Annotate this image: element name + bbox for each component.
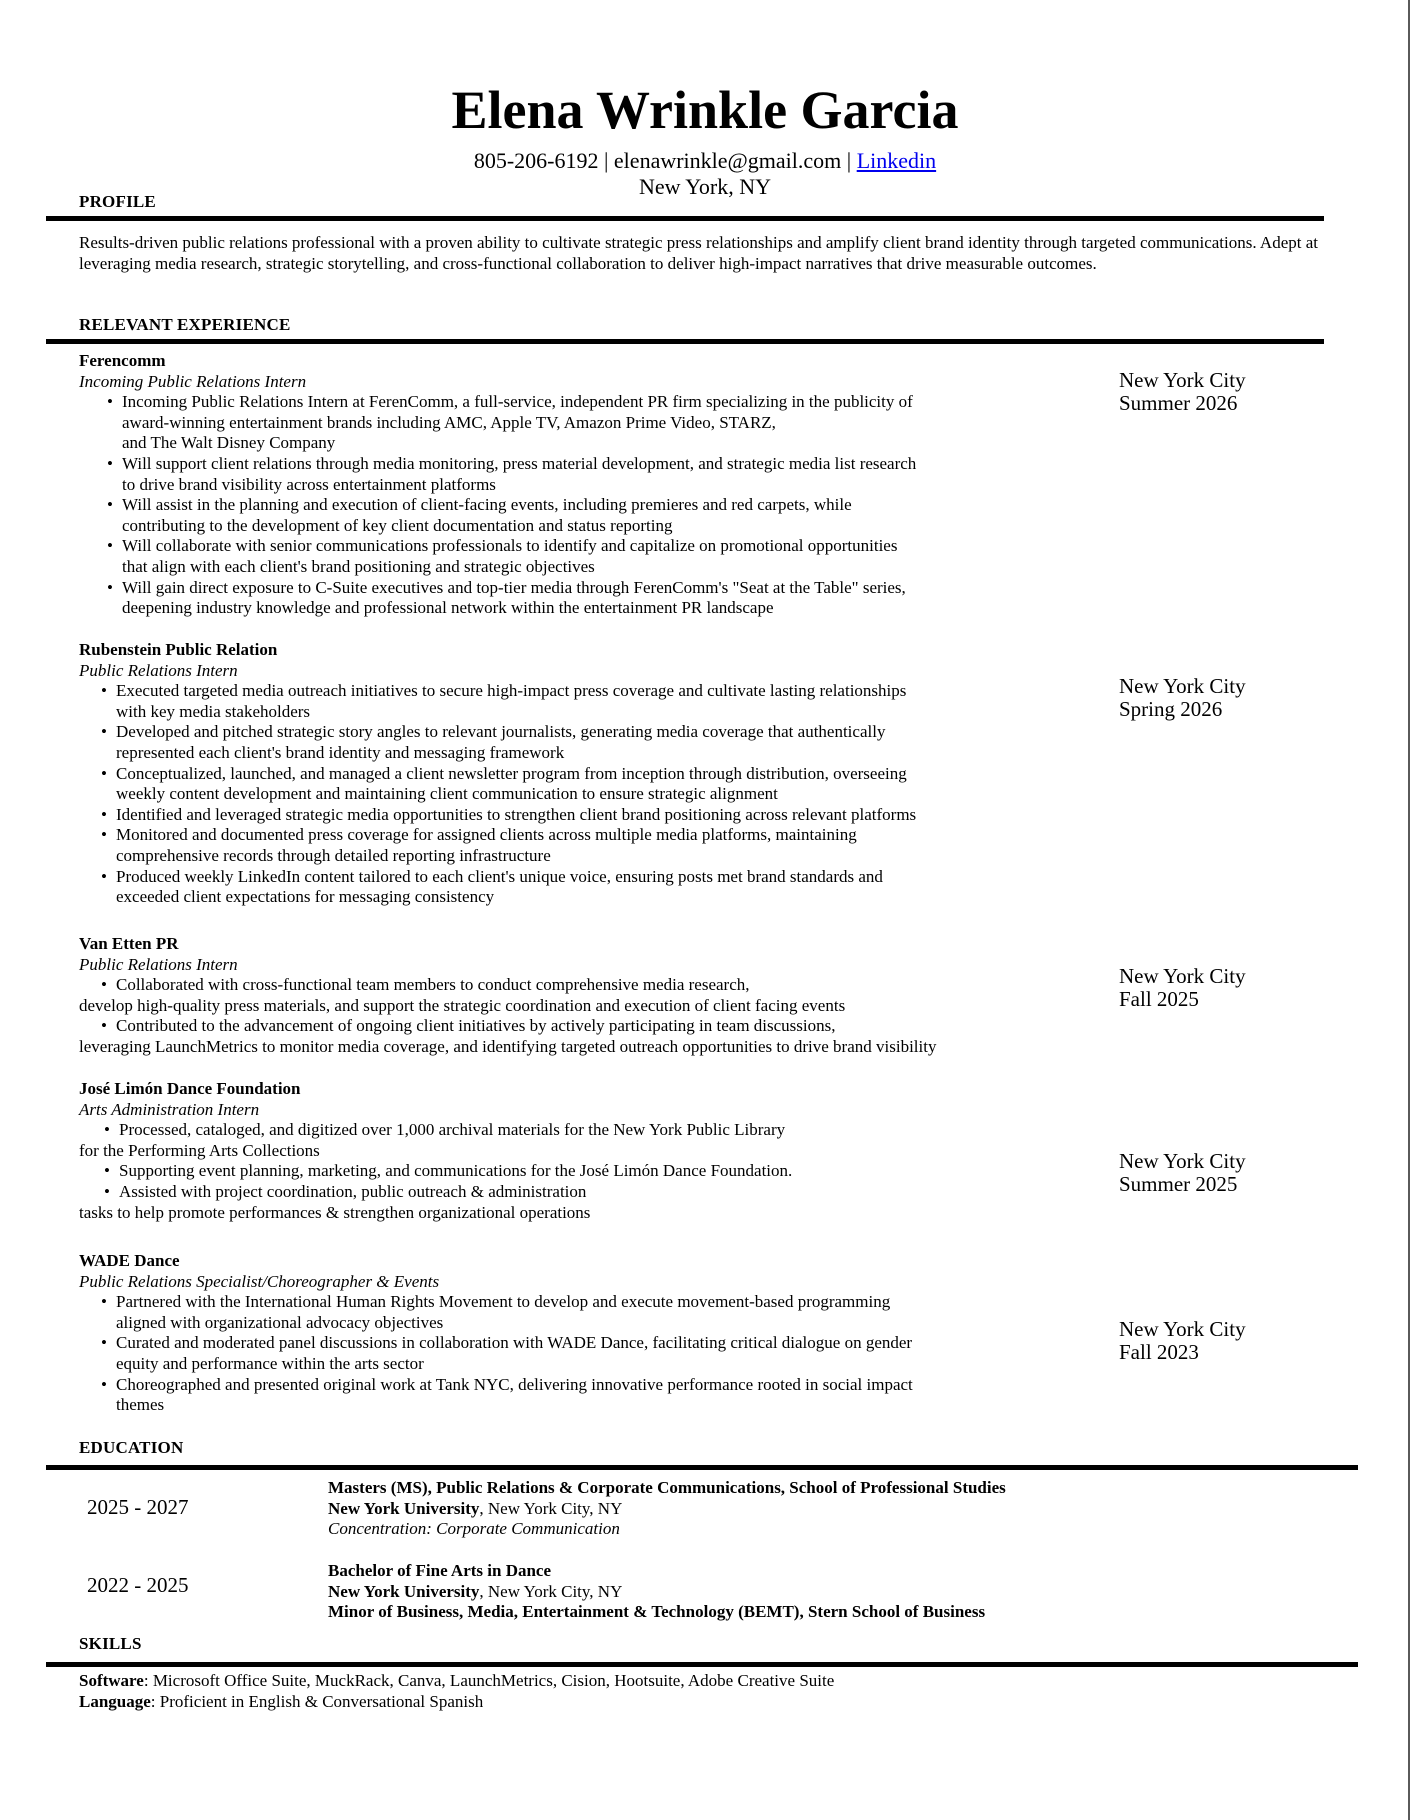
section-title-profile: PROFILE bbox=[79, 192, 156, 211]
skills-software-value: : Microsoft Office Suite, MuckRack, Canva, LaunchMetrics, Cision, Hootsuite, Adobe Creative Suite bbox=[143, 1671, 835, 1690]
company-name: Rubenstein Public Relation bbox=[79, 640, 278, 659]
resume-header bbox=[0, 78, 1410, 200]
section-divider bbox=[46, 1662, 1358, 1667]
list-item bbox=[119, 1161, 1079, 1182]
school-location: , New York City, NY bbox=[479, 1498, 623, 1518]
job-when bbox=[1119, 1150, 1246, 1196]
company-name: Ferencomm bbox=[79, 351, 166, 370]
school-line bbox=[328, 1582, 985, 1603]
bullet-first-line: Collaborated with cross-functional team members to conduct comprehensive media research, bbox=[116, 975, 750, 995]
job-location: New York City bbox=[1119, 368, 1246, 392]
bullet-first-line: Contributed to the advancement of ongoing client initiatives by actively participating in team discussions, bbox=[116, 1016, 836, 1036]
skills-language bbox=[79, 1692, 1329, 1713]
job-role: Public Relations Intern bbox=[79, 954, 238, 974]
job-role: Incoming Public Relations Intern bbox=[79, 371, 307, 391]
education-entry bbox=[328, 1478, 1006, 1540]
bullet-continuation: for the Performing Arts Collections bbox=[79, 1140, 320, 1160]
list-item: • Executed targeted media outreach initiatives to secure high-impact press coverage and cultivate lasting relationships with key media stakeholders bbox=[116, 681, 1079, 722]
job-date: Summer 2026 bbox=[1119, 391, 1238, 415]
job-date: Fall 2025 bbox=[1119, 987, 1199, 1011]
company-name: WADE Dance bbox=[79, 1251, 180, 1270]
company-name: Van Etten PR bbox=[79, 934, 179, 953]
job-when bbox=[1119, 965, 1246, 1011]
skills-software-label: Software bbox=[79, 1671, 144, 1690]
list-item: • Will assist in the planning and execution of client-facing events, including premieres and red carpets, while contributing to the development of key client documentation and status reporting bbox=[122, 495, 1079, 536]
company-name: José Limón Dance Foundation bbox=[79, 1079, 301, 1098]
job-location: New York City bbox=[1119, 964, 1246, 988]
job-location: New York City bbox=[1119, 1317, 1246, 1341]
section-divider bbox=[46, 339, 1324, 344]
section-title-skills: SKILLS bbox=[79, 1634, 142, 1653]
list-item: • Partnered with the International Human Rights Movement to develop and execute movement-based programming aligned with organizational advocacy objectives bbox=[116, 1292, 1079, 1333]
bullet-continuation: develop high-quality press materials, and support the strategic coordination and execution of client facing events bbox=[79, 995, 846, 1015]
contact-line bbox=[0, 148, 1410, 174]
location: New York, NY bbox=[638, 174, 771, 199]
job-location: New York City bbox=[1119, 1149, 1246, 1173]
list-item: • Will gain direct exposure to C-Suite executives and top-tier media through FerenComm's "Seat at the Table" series, deepening industry knowledge and professional network within the entertainment PR landscape bbox=[122, 578, 1079, 619]
list-item bbox=[79, 1120, 1079, 1161]
concentration: Concentration: Corporate Communication bbox=[328, 1519, 620, 1539]
linkedin-link[interactable]: Linkedin bbox=[856, 148, 937, 173]
school-name: New York University bbox=[328, 1581, 480, 1601]
separator: | bbox=[846, 148, 852, 173]
email-address: elenawrinkle@gmail.com bbox=[613, 148, 842, 173]
list-item: • Monitored and documented press coverage for assigned clients across multiple media platforms, maintaining comprehensive records through detailed reporting infrastructure bbox=[116, 825, 1079, 866]
education-years: 2022 - 2025 bbox=[87, 1573, 189, 1597]
school-location: , New York City, NY bbox=[479, 1581, 623, 1601]
list-item bbox=[79, 1181, 1079, 1223]
job-location: New York City bbox=[1119, 674, 1246, 698]
bullet-first-line: Assisted with project coordination, public outreach & administration bbox=[119, 1181, 587, 1201]
list-item bbox=[79, 975, 1179, 1016]
job-role: Public Relations Intern bbox=[79, 660, 238, 680]
degree-title: Masters (MS), Public Relations & Corporate Communications, School of Professional Studies bbox=[328, 1478, 1006, 1497]
job-role: Arts Administration Intern bbox=[79, 1099, 260, 1119]
list-item: • Identified and leveraged strategic media opportunities to strengthen client brand positioning across relevant platforms bbox=[116, 805, 1079, 826]
profile-text: Results-driven public relations professional with a proven ability to cultivate strategic press relationships and amplify client brand identity through targeted communications. Adept at leveraging media research, strategic storytelling, and cross-functional collaboration to deliver high-impact narratives that drive measurable outcomes. bbox=[79, 233, 1318, 273]
job-date: Summer 2025 bbox=[1119, 1172, 1238, 1196]
list-item: • Incoming Public Relations Intern at FerenComm, a full-service, independent PR firm specializing in the publicity of award-winning entertainment brands including AMC, Apple TV, Amazon Prime Video, STARZ, and The Walt Disney Company bbox=[122, 392, 1079, 454]
bullet-continuation: leveraging LaunchMetrics to monitor media coverage, and identifying targeted outreach opportunities to drive brand visibility bbox=[79, 1036, 937, 1056]
job-date: Spring 2026 bbox=[1119, 697, 1223, 721]
education-entry bbox=[328, 1561, 985, 1623]
candidate-name: Elena Wrinkle Garcia bbox=[451, 80, 959, 140]
school-name: New York University bbox=[328, 1498, 480, 1518]
skills-language-value: : Proficient in English & Conversational Spanish bbox=[150, 1691, 484, 1711]
list-item: • Conceptualized, launched, and managed a client newsletter program from inception through distribution, overseeing weekly content development and maintaining client communication to ensure strategic alignment bbox=[116, 764, 1079, 805]
skills-language-label: Language bbox=[79, 1691, 151, 1711]
list-item: • Curated and moderated panel discussions in collaboration with WADE Dance, facilitating critical dialogue on gender equity and performance within the arts sector bbox=[116, 1333, 1079, 1374]
section-divider bbox=[46, 216, 1324, 221]
skills-list bbox=[79, 1671, 1329, 1712]
school-line bbox=[328, 1499, 1006, 1520]
job-when bbox=[1119, 369, 1246, 415]
list-item: • Developed and pitched strategic story angles to relevant journalists, generating media coverage that authentically represented each client's brand identity and messaging framework bbox=[116, 722, 1079, 763]
job-when bbox=[1119, 675, 1246, 721]
phone-number: 805-206-6192 bbox=[473, 148, 599, 173]
list-item: • Produced weekly LinkedIn content tailored to each client's unique voice, ensuring posts met brand standards and exceeded client expectations for messaging consistency bbox=[116, 867, 1079, 908]
separator: | bbox=[604, 148, 609, 173]
section-divider bbox=[46, 1465, 1358, 1470]
list-item: • Will collaborate with senior communications professionals to identify and capitalize on promotional opportunities that align with each client's brand positioning and strategic objectives bbox=[122, 536, 1079, 577]
section-title-experience: RELEVANT EXPERIENCE bbox=[79, 315, 291, 334]
education-years: 2025 - 2027 bbox=[87, 1495, 189, 1519]
degree-title: Bachelor of Fine Arts in Dance bbox=[328, 1561, 552, 1580]
bullet-continuation: tasks to help promote performances & strengthen organizational operations bbox=[79, 1202, 591, 1222]
list-item: • Choreographed and presented original work at Tank NYC, delivering innovative performance rooted in social impact themes bbox=[116, 1375, 1079, 1416]
list-item bbox=[79, 1016, 1179, 1057]
job-when bbox=[1119, 1318, 1246, 1364]
job-role: Public Relations Specialist/Choreographer & Events bbox=[79, 1271, 440, 1291]
job-date: Fall 2023 bbox=[1119, 1340, 1199, 1364]
section-title-education: EDUCATION bbox=[79, 1438, 184, 1457]
bullet-first-line: Supporting event planning, marketing, and communications for the José Limón Dance Foundation. bbox=[119, 1161, 793, 1181]
skills-software bbox=[79, 1671, 1329, 1692]
bullet-first-line: Processed, cataloged, and digitized over 1,000 archival materials for the New York Public Library bbox=[119, 1120, 786, 1140]
minor: Minor of Business, Media, Entertainment & Technology (BEMT), Stern School of Business bbox=[328, 1602, 986, 1622]
list-item: • Will support client relations through media monitoring, press material development, and strategic media list research to drive brand visibility across entertainment platforms bbox=[122, 454, 1079, 495]
